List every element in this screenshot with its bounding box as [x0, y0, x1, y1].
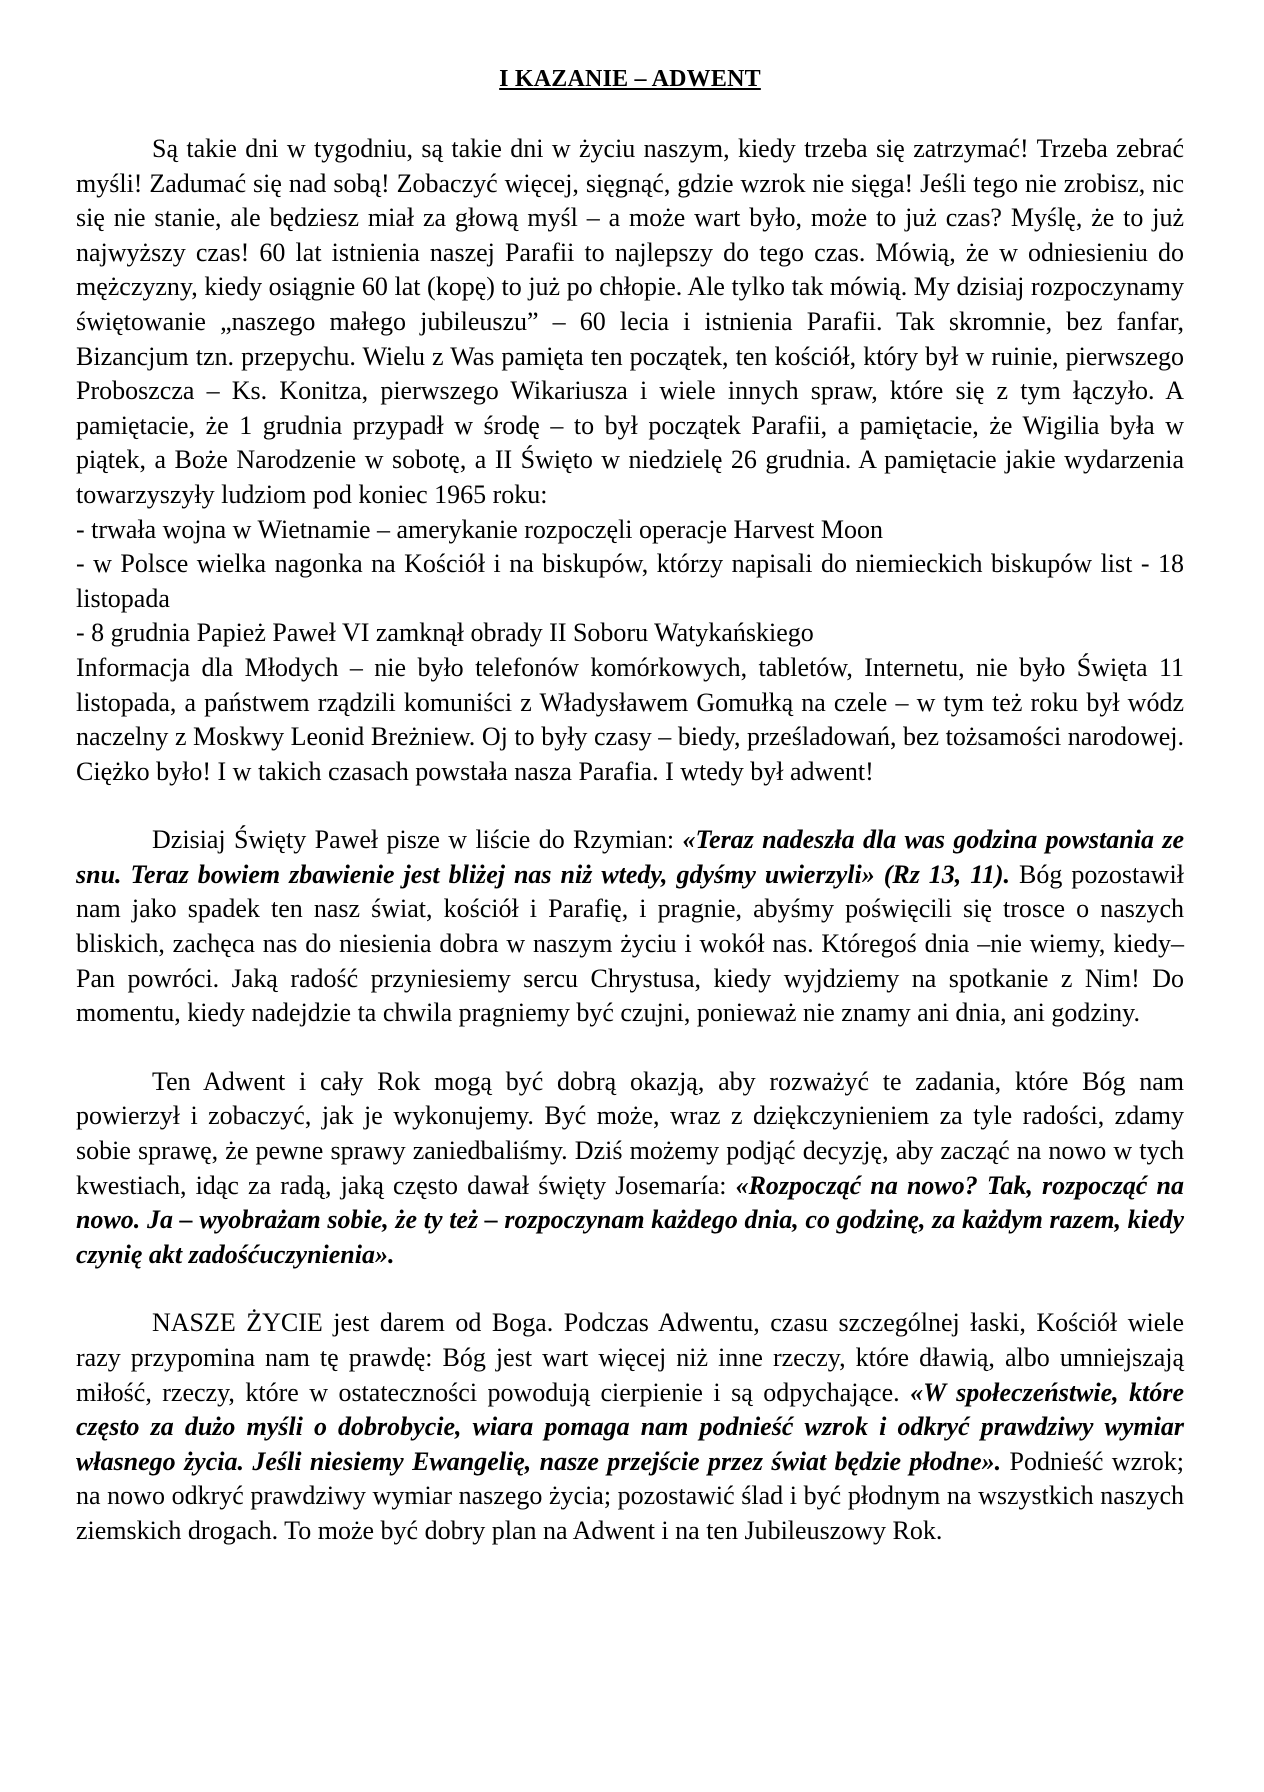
paragraph-3-intro: Ten Adwent i cały Rok mogą być dobrą okazją, aby rozważyć te zadania, które Bóg nam powierzył i zobaczyć, jak je wykonujemy. Być może, wraz z dziękczynieniem za tyle radości, zdamy sobie sprawę, że pewne sprawy zaniedbaliśmy. Dziś możemy podjąć decyzję, aby zacząć na nowo w tych kwestiach, idąc za radą, jaką często dawał święty Josemaría: [76, 1066, 1184, 1200]
paragraph-4-rest: Podnieść wzrok; na nowo odkryć prawdziwy wymiar naszego życia; pozostawić ślad i być płodnym na wszystkich naszych ziemskich drogach. To może być dobry plan na Adwent i na ten Jubileuszowy Rok. [76, 1446, 1184, 1545]
list-item [76, 616, 1184, 651]
paragraph-1-text: Są takie dni w tygodniu, są takie dni w życiu naszym, kiedy trzeba się zatrzymać! Trzeba zebrać myśli! Zadumać się nad sobą! Zobaczyć więcej, sięgnąć, gdzie wzrok nie sięga! Jeśli tego nie zrobisz, nic się nie stanie, ale będziesz miał za głową myśl – a może wart było, może to już czas? Myślę, że to już najwyższy czas! 60 lat istnienia naszej Parafii to najlepszy do tego czas. Mówią, że w odniesieniu do mężczyzny, kiedy osiągnie 60 lat (kopę) to już po chłopie. Ale tylko tak mówią. My dzisiaj rozpoczynamy świętowanie „naszego małego jubileuszu” – 60 lecia i istnienia Parafii. Tak skromnie, bez fanfar, Bizancjum tzn. przepychu. Wielu z Was pamięta ten początek, ten kościół, który był w ruinie, pierwszego Proboszcza – Ks. Konitza, pierwszego Wikariusza i wiele innych spraw, które się z tym łączyło. A pamiętacie, że 1 grudnia przypadł w środę – to był początek Parafii, a pamiętacie, że Wigilia była w piątek, a Boże Narodzenie w sobotę, a II Święto w niedzielę 26 grudnia. A pamiętacie jakie wydarzenia towarzyszyły ludziom pod koniec 1965 roku: [76, 134, 1184, 509]
list-item [76, 547, 1184, 616]
paragraph-1-closing [76, 651, 1184, 789]
paragraph-1 [76, 132, 1184, 513]
document-page [76, 62, 1184, 1549]
paragraph-3 [76, 1065, 1184, 1273]
paragraph-4-quote: «W społeczeństwie, które często za dużo myśli o dobrobycie, wiara pomaga nam podnieść wzrok i odkryć prawdziwy wymiar własnego życia. Jeśli niesiemy Ewangelię, nasze przejście przez świat będzie płodne». [76, 1377, 1184, 1476]
paragraph-4 [76, 1306, 1184, 1548]
list-item-vietnam: - trwała wojna w Wietnamie – amerykanie rozpoczęli operacje Harvest Moon [76, 514, 884, 544]
paragraph-2-rest: Bóg pozostawił nam jako spadek ten nasz świat, kościół i Parafię, i pragnie, abyśmy poświęcili się trosce o naszych bliskich, zachęca nas do niesienia dobra w naszym życiu i wokół nas. Któregoś dnia –nie wiemy, kiedy– Pan powróci. Jaką radość przyniesiemy sercu Chrystusa, kiedy wyjdziemy na spotkanie z Nim! Do momentu, kiedy nadejdzie ta chwila pragniemy być czujni, ponieważ nie znamy ani dnia, ani godziny. [76, 859, 1184, 1028]
list-item-council: - 8 grudnia Papież Paweł VI zamknął obrady II Soboru Watykańskiego [76, 618, 814, 648]
paragraph-4-intro: NASZE ŻYCIE jest darem od Boga. Podczas Adwentu, czasu szczególnej łaski, Kościół wiele razy przypomina nam tę prawdę: Bóg jest wart więcej niż inne rzeczy, które dławią, albo umniejszają miłość, rzeczy, które w ostateczności powodują cierpienie i są odpychające. [76, 1308, 1184, 1407]
paragraph-3-quote: «Rozpocząć na nowo? Tak, rozpocząć na nowo. Ja – wyobrażam sobie, że ty też – rozpoczynam każdego dnia, co godzinę, za każdym razem, kiedy czynię akt zadośćuczynienia». [76, 1170, 1185, 1269]
paragraph-2 [76, 823, 1184, 1031]
sermon-title: I KAZANIE – ADWENT [499, 66, 761, 92]
list-item-poland: - w Polsce wielka nagonka na Kościół i na biskupów, którzy napisali do niemieckich biskupów list - 18 listopada [76, 549, 1184, 613]
paragraph-2-quote: «Teraz nadeszła dla was godzina powstania ze snu. Teraz bowiem zbawienie jest bliżej nas niż wtedy, gdyśmy uwierzyli» (Rz 13, 11). [76, 825, 1184, 889]
paragraph-1-closing-text: Informacja dla Młodych – nie było telefonów komórkowych, tabletów, Internetu, nie było Święta 11 listopada, a państwem rządzili komuniści z Władysławem Gomułką na czele – w tym też roku był wódz naczelny z Moskwy Leonid Breżniew. Oj to były czasy – biedy, prześladowań, bez tożsamości narodowej. Ciężko było! I w takich czasach powstała nasza Parafia. I wtedy był adwent! [76, 652, 1184, 786]
paragraph-2-intro: Dzisiaj Święty Paweł pisze w liście do Rzymian: [152, 825, 683, 855]
list-item [76, 513, 1184, 548]
